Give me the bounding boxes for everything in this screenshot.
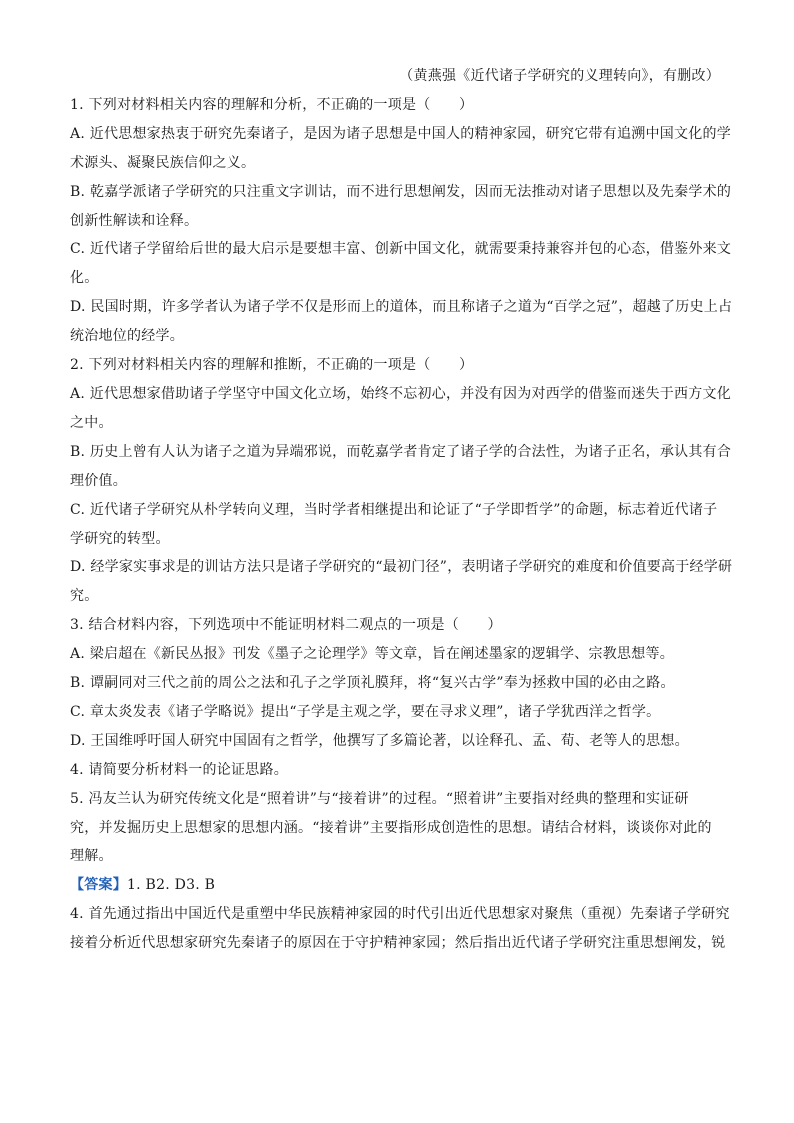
question-3-option-b: B. 谭嗣同对三代之前的周公之法和孔子之学顶礼膜拜，将“复兴古学”奉为拯救中国的必由之路。 xyxy=(70,675,675,692)
question-5-line-2: 究，并发掘历史上思想家的思想内涵。“接着讲”主要指形成创造性的思想。请结合材料，谈谈你对此的 xyxy=(70,819,712,836)
question-3-option-c: C. 章太炎发表《诸子学略说》提出“子学是主观之学，要在寻求义理”，诸子学犹西洋之哲学。 xyxy=(70,703,661,720)
answer-label: 【答案】 xyxy=(70,877,127,894)
question-1-option-a-cont: 术源头、凝聚民族信仰之义。 xyxy=(70,154,256,171)
question-2-option-b: B. 历史上曾有人认为诸子之道为异端邪说，而乾嘉学者肯定了诸子学的合法性，为诸子正名，承认其有合 xyxy=(70,443,732,460)
question-1-option-d-cont: 统治地位的经学。 xyxy=(70,328,184,345)
question-3-stem: 3. 结合材料内容，下列选项中不能证明材料二观点的一项是（ ） xyxy=(70,617,502,634)
question-1 xyxy=(70,91,733,351)
question-1-option-b-cont: 创新性解读和诠释。 xyxy=(70,212,199,229)
question-2-option-b-cont: 理价值。 xyxy=(70,472,127,489)
answer-text: 1. B2. D3. B xyxy=(127,877,216,894)
question-1-option-b: B. 乾嘉学派诸子学研究的只注重文字训诂，而不进行思想阐发，因而无法推动对诸子思想以及先秦学术的 xyxy=(70,183,732,200)
question-1-option-c: C. 近代诸子学留给后世的最大启示是要想丰富、创新中国文化，就需要秉持兼容并包的心态，借鉴外来文 xyxy=(70,241,732,258)
question-3-option-d: D. 王国维呼吁国人研究中国固有之哲学，他撰写了多篇论著，以诠释孔、孟、荀、老等人的思想。 xyxy=(70,732,689,749)
answer-explanation-line-2: 接着分析近代思想家研究先秦诸子的原因在于守护精神家园；然后指出近代诸子学研究注重思想阐发，锐 xyxy=(70,935,726,952)
question-2-stem: 2. 下列对材料相关内容的理解和推断，不正确的一项是（ ） xyxy=(70,357,474,374)
question-2-option-c: C. 近代诸子学研究从朴学转向义理，当时学者相继提出和论证了“子学即哲学”的命题，标志着近代诸子 xyxy=(70,501,718,518)
question-4: 4. 请简要分析材料一的论证思路。 xyxy=(70,761,289,778)
question-5 xyxy=(70,785,722,872)
question-1-option-a: A. 近代思想家热衷于研究先秦诸子，是因为诸子思想是中国人的精神家园，研究它带有追溯中国文化的学 xyxy=(70,125,732,142)
answer-explanation-line-1: 4. 首先通过指出中国近代是重塑中华民族精神家园的时代引出近代思想家对聚焦（重视）先秦诸子学研究 xyxy=(70,906,730,923)
question-3-option-a: A. 梁启超在《新民丛报》刊发《墨子之论理学》等文章，旨在阐述墨家的逻辑学、宗教思想等。 xyxy=(70,646,675,663)
question-2 xyxy=(70,351,733,611)
question-2-option-d-cont: 究。 xyxy=(70,588,99,605)
question-2-option-a: A. 近代思想家借助诸子学坚守中国文化立场，始终不忘初心，并没有因为对西学的借鉴而迷失于西方文化 xyxy=(70,385,732,402)
source-citation: （黄燕强《近代诸子学研究的义理转向》，有删改） xyxy=(399,68,720,84)
question-1-option-d: D. 民国时期，许多学者认为诸子学不仅是形而上的道体，而且称诸子之道为“百学之冠”，超越了历史上占 xyxy=(70,299,733,316)
document-content xyxy=(70,62,733,958)
question-2-option-a-cont: 之中。 xyxy=(70,414,113,431)
question-1-stem: 1. 下列对材料相关内容的理解和分析，不正确的一项是（ ） xyxy=(70,96,474,113)
question-1-option-c-cont: 化。 xyxy=(70,270,99,287)
question-5-line-1: 5. 冯友兰认为研究传统文化是“照着讲”与“接着讲”的过程。“照着讲”主要指对经典的整理和实证研 xyxy=(70,790,689,807)
answer-line xyxy=(70,871,722,900)
question-2-option-c-cont: 学研究的转型。 xyxy=(70,530,170,547)
answer-explanation xyxy=(70,900,730,958)
question-3 xyxy=(70,611,722,756)
question-5-line-3: 理解。 xyxy=(70,848,113,865)
question-2-option-d: D. 经学家实事求是的训诂方法只是诸子学研究的“最初门径”，表明诸子学研究的难度和价值要高于经学研 xyxy=(70,559,733,576)
